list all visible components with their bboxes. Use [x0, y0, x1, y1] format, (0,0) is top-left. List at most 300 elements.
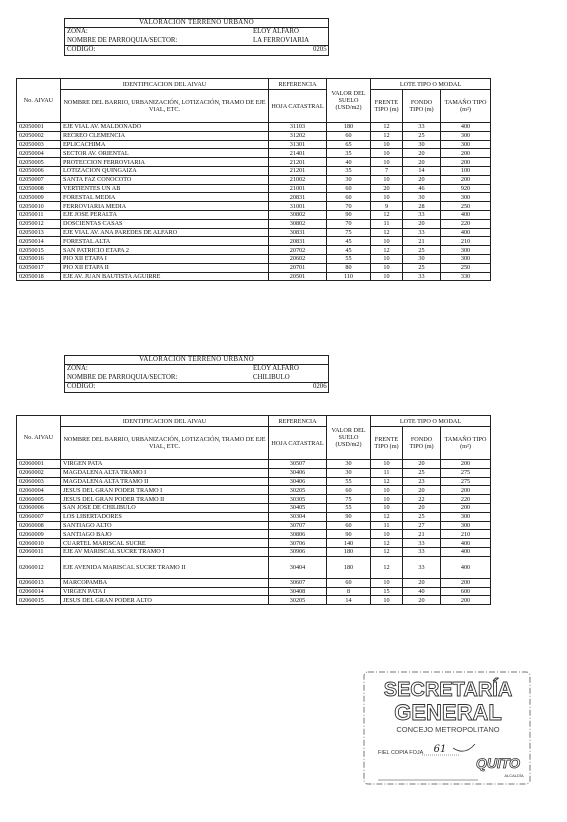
col-referencia: REFERENCIA	[269, 416, 327, 427]
table-cell: 10	[371, 149, 403, 158]
table-cell: 02060004	[17, 486, 61, 495]
aivau-table-2	[16, 415, 491, 605]
table-cell: 200	[441, 175, 491, 184]
table-cell: 11	[371, 219, 403, 228]
table-cell: 20	[403, 219, 441, 228]
stamp-graphic	[358, 668, 538, 790]
col-hoja: HOJA CATASTRAL	[269, 427, 327, 460]
table-cell: 02050016	[17, 254, 61, 263]
parroquia-value: CHILIBULO	[253, 373, 290, 381]
table-cell: 11	[371, 521, 403, 530]
table-cell: 02060008	[17, 521, 61, 530]
table-cell: 35	[327, 149, 371, 158]
table-cell: 200	[441, 596, 491, 605]
table-cell: 46	[403, 184, 441, 193]
table-cell: 10	[371, 495, 403, 504]
table-row	[17, 193, 491, 202]
table-cell: 20	[403, 460, 441, 469]
table-cell: 20	[403, 578, 441, 587]
table-row	[17, 175, 491, 184]
table-cell: 200	[441, 158, 491, 167]
table-cell: 28	[403, 202, 441, 211]
table-cell: 200	[441, 460, 491, 469]
table-cell: 60	[327, 193, 371, 202]
table-cell: 11	[371, 468, 403, 477]
table-cell: 10	[371, 193, 403, 202]
zona-value: ELOY ALFARO	[253, 365, 299, 373]
table-cell: 920	[441, 184, 491, 193]
table-cell: 60	[327, 521, 371, 530]
table-cell: 55	[327, 254, 371, 263]
table-cell: 30806	[269, 530, 327, 539]
table-row	[17, 254, 491, 263]
table-cell: 30	[403, 193, 441, 202]
table-cell: 10	[371, 503, 403, 512]
table-cell: 30406	[269, 468, 327, 477]
table-cell: 12	[371, 228, 403, 237]
table-cell: EJE VIAL AV. MALDONADO	[61, 123, 269, 132]
table-cell: 60	[327, 184, 371, 193]
table-cell: 20	[403, 486, 441, 495]
table-cell: 70	[327, 202, 371, 211]
table-cell: LOTIZACION QUINGAIZA	[61, 166, 269, 175]
col-fondo: FONDO TIPO (m)	[403, 427, 441, 460]
table-row	[17, 184, 491, 193]
table-cell: 100	[441, 166, 491, 175]
table-cell: 30831	[269, 228, 327, 237]
table-cell: 02050004	[17, 149, 61, 158]
table-cell: 20	[403, 175, 441, 184]
table-cell: 210	[441, 530, 491, 539]
table-body-2	[17, 460, 491, 605]
table-cell: SECTOR AV. ORIENTAL	[61, 149, 269, 158]
table-cell: 20	[403, 503, 441, 512]
table-cell: 60	[327, 131, 371, 140]
table-cell: 02050007	[17, 175, 61, 184]
table-cell: EJE AVENIDA MARISCAL SUCRE TRAMO II	[61, 556, 269, 578]
table-cell: 25	[403, 246, 441, 255]
table-row	[17, 495, 491, 504]
table-cell: 8	[327, 587, 371, 596]
table-cell: SAN JOSE DE CHILIBULO	[61, 503, 269, 512]
table-cell: 7	[371, 166, 403, 175]
table-cell: PROTECCION FERROVIARIA	[61, 158, 269, 167]
table-row	[17, 477, 491, 486]
table-cell: SANTIAGO ALTO	[61, 521, 269, 530]
table-cell: 25	[403, 263, 441, 272]
table-cell: 02060012	[17, 556, 61, 578]
table-cell: LOS LIBERTADORES	[61, 512, 269, 521]
table-cell: 200	[441, 149, 491, 158]
table-cell: 12	[371, 246, 403, 255]
table-cell: 90	[327, 530, 371, 539]
table-cell: 20	[371, 184, 403, 193]
table-cell: 110	[327, 272, 371, 281]
codigo-label: CODIGO:	[67, 383, 96, 391]
table-row	[17, 202, 491, 211]
table-cell: 21201	[269, 158, 327, 167]
table-cell: 27	[403, 521, 441, 530]
stamp-line1: SECRETARÍA	[383, 679, 513, 701]
stamp-line2: GENERAL	[394, 700, 502, 725]
table-cell: 02050002	[17, 131, 61, 140]
table-row	[17, 263, 491, 272]
table-cell: 9	[371, 202, 403, 211]
table-cell: 12	[371, 131, 403, 140]
table-cell: 400	[441, 556, 491, 578]
table-cell: 40	[403, 587, 441, 596]
table-cell: 45	[327, 237, 371, 246]
table-cell: EJE VIAL AV. ANA PAREDES DE ALFARO	[61, 228, 269, 237]
table-cell: FERROVIARIA MEDIA	[61, 202, 269, 211]
table-cell: 33	[403, 123, 441, 132]
col-identificacion: IDENTIFICACION DEL AIVAU	[61, 416, 269, 427]
table-row	[17, 246, 491, 255]
table-cell: 02050017	[17, 263, 61, 272]
table-cell: 55	[327, 503, 371, 512]
table-cell: 90	[327, 512, 371, 521]
table-cell: 02050003	[17, 140, 61, 149]
table-cell: 12	[371, 123, 403, 132]
table-row	[17, 166, 491, 175]
col-referencia: REFERENCIA	[269, 79, 327, 90]
table-cell: 10	[371, 263, 403, 272]
table-cell: 400	[441, 539, 491, 548]
table-cell: 30404	[269, 556, 327, 578]
table-cell: 21	[403, 530, 441, 539]
table-cell: 140	[327, 539, 371, 548]
table-cell: JESUS DEL GRAN PODER ALTO	[61, 596, 269, 605]
alcaldia-label: ALCALDÍA	[504, 773, 524, 778]
table-cell: 14	[403, 166, 441, 175]
table-cell: 10	[371, 140, 403, 149]
table-cell: 30707	[269, 521, 327, 530]
table-row	[17, 219, 491, 228]
table-cell: 65	[327, 140, 371, 149]
table-cell: 02050009	[17, 193, 61, 202]
table-row	[17, 210, 491, 219]
table-cell: 180	[327, 556, 371, 578]
col-identificacion: IDENTIFICACION DEL AIVAU	[61, 79, 269, 90]
table-cell: 210	[441, 237, 491, 246]
parroquia-value: LA FERROVIARIA	[253, 36, 310, 44]
table-cell: 30802	[269, 219, 327, 228]
parroquia-label: NOMBRE DE PARROQUIA/SECTOR:	[67, 36, 178, 44]
table-cell: 300	[441, 521, 491, 530]
table-cell: SANTA FAZ CONOCOTO	[61, 175, 269, 184]
table-row	[17, 140, 491, 149]
table-cell: 80	[327, 263, 371, 272]
table-cell: FORESTAL ALTA	[61, 237, 269, 246]
table-cell: 180	[327, 547, 371, 556]
table-cell: 10	[371, 175, 403, 184]
table-row	[17, 578, 491, 587]
table-cell: 02060009	[17, 530, 61, 539]
table-cell: 75	[327, 228, 371, 237]
table-cell: 33	[403, 210, 441, 219]
table-cell: VERTIENTES UN AB	[61, 184, 269, 193]
table-cell: 60	[327, 486, 371, 495]
table-cell: 275	[441, 477, 491, 486]
table-cell: 02050018	[17, 272, 61, 281]
table-cell: PIO XII ETAPA I	[61, 254, 269, 263]
table-cell: 30	[403, 140, 441, 149]
foja-number: 61	[433, 744, 447, 755]
table-cell: PIO XII ETAPA II	[61, 263, 269, 272]
col-hoja: HOJA CATASTRAL	[269, 90, 327, 123]
table-cell: 220	[441, 495, 491, 504]
table-cell: 30906	[269, 547, 327, 556]
table-cell: 02050008	[17, 184, 61, 193]
header-title: VALORACION TERRENO URBANO	[65, 356, 328, 365]
table-row	[17, 503, 491, 512]
table-cell: 02050010	[17, 202, 61, 211]
table-cell: 10	[371, 596, 403, 605]
table-cell: 31103	[269, 123, 327, 132]
table-cell: 400	[441, 210, 491, 219]
table-cell: 10	[371, 237, 403, 246]
table-cell: 250	[441, 263, 491, 272]
parroquia-label: NOMBRE DE PARROQUIA/SECTOR:	[67, 373, 178, 381]
table-cell: 02060013	[17, 578, 61, 587]
col-valor: VALOR DEL SUELO (USD/m2)	[327, 416, 371, 460]
col-fondo: FONDO TIPO (m)	[403, 90, 441, 123]
table-cell: 02050014	[17, 237, 61, 246]
table-row	[17, 547, 491, 556]
table-cell: 12	[371, 556, 403, 578]
table-cell: 21401	[269, 149, 327, 158]
table-cell: 75	[327, 495, 371, 504]
signature-mark	[453, 744, 475, 751]
table-cell: 02060014	[17, 587, 61, 596]
table-cell: SAN PATRICIO ETAPA 2	[61, 246, 269, 255]
table-cell: 02050001	[17, 123, 61, 132]
table-cell: DOSCIENTAS CASAS	[61, 219, 269, 228]
table-row	[17, 149, 491, 158]
table-cell: 02050012	[17, 219, 61, 228]
table-cell: 21001	[269, 184, 327, 193]
table-cell: 200	[441, 503, 491, 512]
table-cell: 21002	[269, 175, 327, 184]
table-row	[17, 158, 491, 167]
table-cell: 02050011	[17, 210, 61, 219]
table-row	[17, 556, 491, 578]
table-cell: 15	[371, 587, 403, 596]
table-cell: 20501	[269, 272, 327, 281]
table-cell: 33	[403, 272, 441, 281]
table-cell: 20	[403, 596, 441, 605]
table-row	[17, 530, 491, 539]
col-nombre: NOMBRE DEL BARRIO, URBANIZACIÓN, LOTIZACIÓN, TRAMO DE EJE VIAL, ETC.	[61, 90, 269, 123]
table-cell: 33	[403, 547, 441, 556]
table-cell: 02060003	[17, 477, 61, 486]
codigo-value: 0205	[313, 46, 327, 54]
table-row	[17, 486, 491, 495]
table-cell: EJE AV. JUAN BAUTISTA AGUIRRE	[61, 272, 269, 281]
stamp-line3: CONCEJO METROPOLITANO	[396, 725, 500, 734]
codigo-value: 0206	[313, 383, 327, 391]
table-cell: 21	[403, 237, 441, 246]
fiel-copia-label: FIEL COPIA FOJA	[378, 750, 424, 756]
table-cell: 20831	[269, 237, 327, 246]
table-cell: 21201	[269, 166, 327, 175]
table-cell: 250	[441, 202, 491, 211]
table-cell: 20602	[269, 254, 327, 263]
table-cell: 180	[327, 123, 371, 132]
table-cell: 10	[371, 254, 403, 263]
table-cell: 20	[403, 149, 441, 158]
table-cell: 02060001	[17, 460, 61, 469]
table-cell: 20831	[269, 193, 327, 202]
header-title: VALORACION TERRENO URBANO	[65, 19, 328, 28]
table-cell: 14	[327, 596, 371, 605]
table-cell: 45	[327, 246, 371, 255]
table-row	[17, 460, 491, 469]
table-cell: 33	[403, 556, 441, 578]
table-cell: 10	[371, 578, 403, 587]
table-cell: 33	[403, 539, 441, 548]
table-row	[17, 468, 491, 477]
table-cell: MAGDALENA ALTA TRAMO II	[61, 477, 269, 486]
table-cell: 300	[441, 131, 491, 140]
table-cell: 12	[371, 477, 403, 486]
table-cell: CUARTEL MARISCAL SUCRE	[61, 539, 269, 548]
table-cell: 12	[371, 512, 403, 521]
table-cell: SANTIAGO BAJO	[61, 530, 269, 539]
table-cell: 02060002	[17, 468, 61, 477]
table-cell: VIRGEN PATA I	[61, 587, 269, 596]
table-cell: 10	[371, 530, 403, 539]
table-cell: 10	[371, 272, 403, 281]
table-row	[17, 123, 491, 132]
table-cell: 25	[403, 131, 441, 140]
col-frente: FRENTE TIPO (m)	[371, 427, 403, 460]
quito-logo: QUITO	[475, 755, 521, 771]
table-cell: EPLICACHIMA	[61, 140, 269, 149]
table-row	[17, 521, 491, 530]
table-cell: 12	[371, 210, 403, 219]
table-cell: 30	[327, 175, 371, 184]
table-cell: 90	[327, 210, 371, 219]
table-cell: 30	[327, 460, 371, 469]
table-cell: MARCOPAMBA	[61, 578, 269, 587]
table-cell: EJE JOSE PERALTA	[61, 210, 269, 219]
table-cell: JESUS DEL GRAN PODER TRAMO I	[61, 486, 269, 495]
table-cell: 20701	[269, 263, 327, 272]
valuation-header-1	[64, 18, 329, 56]
table-cell: 30405	[269, 503, 327, 512]
table-cell: 20	[403, 158, 441, 167]
secretaria-general-stamp	[358, 668, 538, 790]
table-cell: 31202	[269, 131, 327, 140]
table-cell: 300	[441, 193, 491, 202]
table-cell: 30802	[269, 210, 327, 219]
table-cell: 12	[371, 539, 403, 548]
table-cell: JESUS DEL GRAN PODER TRAMO II	[61, 495, 269, 504]
table-cell: 60	[327, 578, 371, 587]
table-cell: 30205	[269, 596, 327, 605]
table-cell: 70	[327, 219, 371, 228]
col-frente: FRENTE TIPO (m)	[371, 90, 403, 123]
aivau-table-1	[16, 78, 491, 281]
table-cell: 02050006	[17, 166, 61, 175]
table-cell: 02060006	[17, 503, 61, 512]
table-cell: 10	[371, 460, 403, 469]
table-row	[17, 228, 491, 237]
col-no-aivau: No. AIVAU	[17, 416, 61, 460]
table-cell: 30304	[269, 512, 327, 521]
zona-value: ELOY ALFARO	[253, 28, 299, 36]
table-cell: 02050005	[17, 158, 61, 167]
table-cell: 10	[371, 486, 403, 495]
table-cell: 31001	[269, 202, 327, 211]
table-cell: 02060010	[17, 539, 61, 548]
table-row	[17, 237, 491, 246]
table-cell: 30706	[269, 539, 327, 548]
table-cell: 400	[441, 547, 491, 556]
table-cell: 300	[441, 246, 491, 255]
col-valor: VALOR DEL SUELO (USD/m2)	[327, 79, 371, 123]
col-no-aivau: No. AIVAU	[17, 79, 61, 123]
table-cell: 12	[371, 547, 403, 556]
table-cell: 25	[403, 468, 441, 477]
table-cell: 200	[441, 486, 491, 495]
table-cell: 10	[371, 158, 403, 167]
table-cell: 35	[327, 166, 371, 175]
table-cell: 30406	[269, 477, 327, 486]
table-cell: 300	[441, 140, 491, 149]
table-row	[17, 587, 491, 596]
table-cell: 400	[441, 228, 491, 237]
valuation-header-2	[64, 355, 329, 393]
table-cell: 30507	[269, 460, 327, 469]
table-cell: 02060015	[17, 596, 61, 605]
table-row	[17, 596, 491, 605]
col-nombre: NOMBRE DEL BARRIO, URBANIZACIÓN, LOTIZACIÓN, TRAMO DE EJE VIAL, ETC.	[61, 427, 269, 460]
col-lote: LOTE TIPO O MODAL	[371, 416, 491, 427]
table-cell: 600	[441, 587, 491, 596]
codigo-label: CODIGO:	[67, 46, 96, 54]
table-row	[17, 131, 491, 140]
table-cell: 23	[403, 477, 441, 486]
table-cell: 55	[327, 477, 371, 486]
table-cell: 02060005	[17, 495, 61, 504]
table-cell: 31301	[269, 140, 327, 149]
table-cell: MAGDALENA ALTA TRAMO I	[61, 468, 269, 477]
table-cell: 40	[327, 158, 371, 167]
table-cell: 30305	[269, 495, 327, 504]
table-cell: 20702	[269, 246, 327, 255]
table-cell: 300	[441, 254, 491, 263]
table-body-1	[17, 123, 491, 281]
table-cell: 33	[403, 228, 441, 237]
zona-label: ZONA:	[67, 365, 88, 373]
col-tamano: TAMAÑO TIPO (m²)	[441, 90, 491, 123]
table-cell: 275	[441, 468, 491, 477]
table-cell: 30607	[269, 578, 327, 587]
table-cell: 02050015	[17, 246, 61, 255]
table-row	[17, 272, 491, 281]
table-cell: EJE AV MARISCAL SUCRE TRAMO I	[61, 547, 269, 556]
zona-label: ZONA:	[67, 28, 88, 36]
table-cell: 300	[441, 512, 491, 521]
col-lote: LOTE TIPO O MODAL	[371, 79, 491, 90]
table-cell: 02060007	[17, 512, 61, 521]
table-cell: FORESTAL MEDIA	[61, 193, 269, 202]
table-cell: 22	[403, 495, 441, 504]
table-cell: RECREO CLEMENCIA	[61, 131, 269, 140]
table-cell: 30205	[269, 486, 327, 495]
